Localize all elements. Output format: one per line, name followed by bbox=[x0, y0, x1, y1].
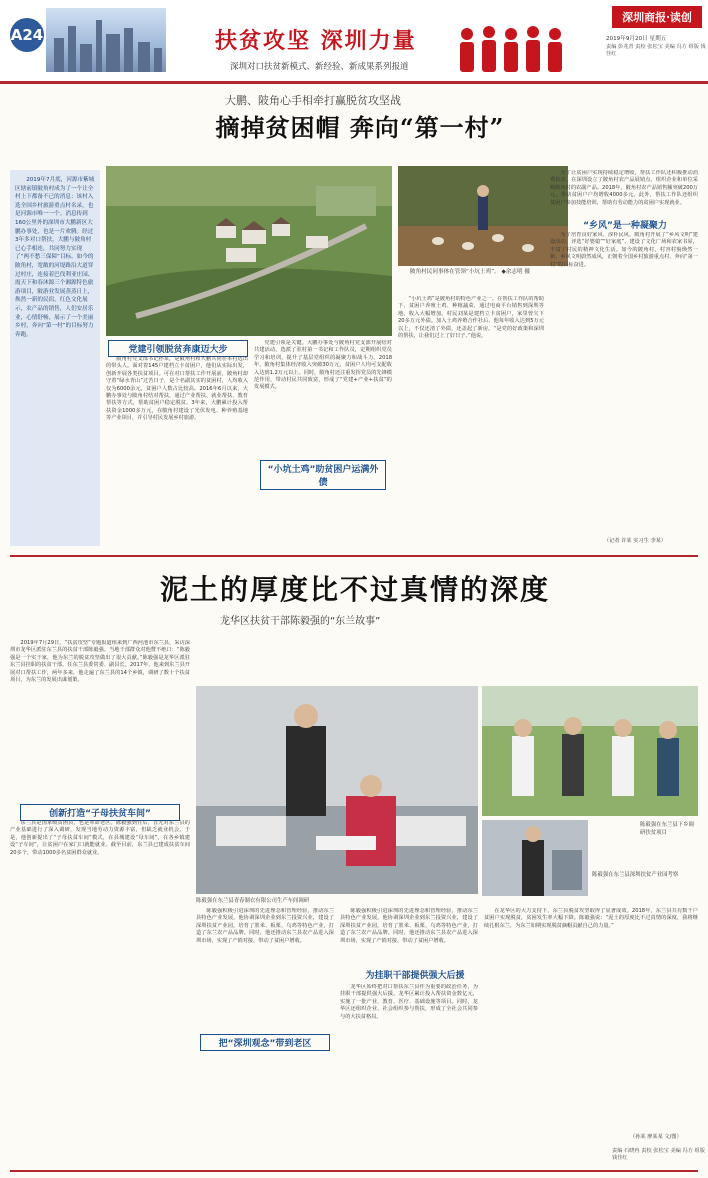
article2-column-2: 东兰县是国家级贫困县，也是革命老区。陈毅强到任后，首先对东兰县的产业基础进行了深入调研，发现当地劳动力资源丰富，但缺乏就业机会。于是，他创新提出了“子母扶贫车间”模式，在县城建设“母车间”，在各乡镇建设“子车间”，让贫困户在家门口就能就业。截至目前，东兰县已建成扶贫车间20多个，带动1000多名贫困群众就业。 bbox=[10, 820, 190, 856]
field-inspection-photo bbox=[482, 686, 698, 816]
article1-column-2: 党建引领是关键。大鹏办事处与陂角村党支部开展结对共建活动，选派了驻村第一书记和工作队员，定期组织党员学习和培训，提升了基层党组织的凝聚力和战斗力。2018年，陂角村集体经济收入突破30万元，贫困户人均可支配收入达到1.2万元以上。同时，陂角村还注重发挥党员的先锋模范作用，带动村民共同致富，形成了“党建+产业+扶贫”的发展模式。 bbox=[254, 340, 392, 391]
footer-editors-credit: 责编 石晓冉 责校 张松宝 美编 冯方 组版 钱佳红 bbox=[612, 1148, 705, 1161]
article1-byline: （记者 许某 实习生 李某） bbox=[604, 538, 667, 544]
article2-column-5: 在龙华区的大力支持下，东兰县脱贫攻坚取得了显著成效。2018年，东兰县共有数千户贫困户实现脱贫，贫困发生率大幅下降。陈毅强说：“泥土的厚度比不过真情的深度，我将继续扎根东兰，为东兰如期实现脱贫摘帽贡献自己的力量。” bbox=[484, 908, 698, 929]
banner-subtitle: 深圳对口扶贫新模式、新经验、新成果系列报道 bbox=[230, 62, 409, 72]
article2-title: 泥土的厚度比不过真情的深度 bbox=[159, 573, 550, 606]
article1-column-4: 为了让贫困户实现持续稳定增收，帮扶工作队还积极推动消费扶贫，在深圳设立了陂角村农产品展销点，组织企业和单位采购陂角村的农副产品。2018年，陂角村农产品销售额突破200万元，带动贫困户户均增收4000多元。此外，帮扶工作队还组织贫困户参加技能培训，帮助有劳动能力的贫困户实现就业。 bbox=[550, 170, 698, 206]
article2-column-3b: 陈毅强积极引进深圳的先进理念和管理经验，推动东兰县特色产业发展。他协调深圳企业到东兰投资兴业，建设了深圳扶贫产业园，培育了墨米、板栗、乌鸡等特色产业，打造了东兰农产品品牌。同时，他还推动东兰县农产品进入深圳市场，实现了产销对接，带动了贫困户增收。 bbox=[340, 908, 478, 944]
article2-column-3: 陈毅强积极引进深圳的先进理念和管理经验，推动东兰县特色产业发展。他协调深圳企业到东兰投资兴业，建设了深圳扶贫产业园，培育了墨米、板栗、乌鸡等特色产业，打造了东兰农产品品牌。同时，他还推动东兰县农产品进入深圳市场，实现了产销对接，带动了贫困户增收。 bbox=[196, 908, 334, 944]
article1-subhead-3: “乡风”是一种凝聚力 bbox=[583, 221, 667, 231]
city-skyline-image bbox=[46, 8, 166, 72]
article2-column-4: 龙华区始终把对口帮扶东兰县作为重要的政治任务，为挂职干部提供强大后援。龙华区累计投入帮扶资金数亿元，实施了一批产业、教育、医疗、基础设施等项目。同时，龙华区还组织企业、社会组织参与帮扶，形成了全社会共同参与的大扶贫格局。 bbox=[340, 984, 478, 1020]
article2-subhead-3: 为挂职干部提供强大后援 bbox=[365, 971, 465, 981]
date-line: 2019年9月20日 星期五 bbox=[606, 36, 667, 42]
banner-title: 扶贫攻坚 深圳力量 bbox=[215, 28, 417, 54]
sidebar-text: 2019年7月底，河源市紫城区辖前镇陂角村成为了一个让全村上下都备不已的消息：该村入选全国乡村旅游重点村名录，也是河源市唯一一个。消息传到160公里外的深圳市大鹏新区大鹏办事处，也是一片欢腾。经过3年多对口帮扶，大鹏与陂角村已心手相连，共同努力实现了“两不愁三保障”目标。如今的陂角村，宽敞的河堤路沿大道穿过村庄，连接着巴伐利亚庄园、霞天下和春沐源三个湘源特色旅游项目，陂游业发展蒸蒸日上，焕然一新的民宿，红色文化展示，农产品的销售，人们安居乐业，心情舒畅，展示了一个美丽乡村，奔向“第一村”的目标努力奔跑。 bbox=[15, 177, 95, 338]
article1-title: 摘掉贫困帽 奔向“第一村” bbox=[215, 113, 505, 142]
village-aerial-photo bbox=[106, 166, 392, 336]
article1-subhead-2: “小坑土鸡”助贫困户运满外债 bbox=[260, 460, 386, 490]
article1-lead-sidebar bbox=[10, 170, 100, 546]
article1-column-5: 为了培育良好家风、淳朴民风，陂角村开展了“乡风文明”建设活动，评选“好婆媳”“好家庭”，建设了文化广场和农家书屋，丰富了村民的精神文化生活。如今的陂角村，村容村貌焕然一新，乡风文明蔚然成风，正朝着全国乡村旅游重点村、奔向“第一村”的目标奋进。 bbox=[550, 232, 698, 268]
chicken-farming-photo bbox=[398, 166, 568, 266]
photo2-caption: 陂角村民同事体在管领“小坑土鸡”。 ◆余志明 摄 bbox=[410, 269, 530, 275]
article2-subhead-2: 把“深圳观念”带到老区 bbox=[200, 1034, 330, 1051]
industrial-park-photo bbox=[482, 820, 588, 896]
right-photo-caption: 陈毅强在东兰县下乡调研扶贫项目 bbox=[640, 822, 694, 836]
article2-subtitle: 龙华区扶贫干部陈毅强的“东兰故事” bbox=[220, 616, 381, 627]
article1-subhead-1: 党建引领脱贫奔康迈大步 bbox=[108, 340, 248, 357]
bottom-rule bbox=[10, 1170, 698, 1172]
article2-column-1: 2019年7月29日，“扶贫攻坚”专题报道组来到广西河池市东兰县，采访深圳市龙华区派驻东兰县的扶贫干部陈毅强。当地干部群众对他赞不绝口：“陈毅强是一个实干家，他为东兰的脱贫攻坚做出了很大贡献。”陈毅强是龙华区派驻东兰县挂职的扶贫干部，任东兰县委常委、副县长。2017年，他来到东兰县开展对口帮扶工作，两年多来，他走遍了东兰县的14个乡镇，调研了数十个扶贫项目，为东兰的发展出谋划策。 bbox=[10, 640, 190, 684]
main-photo-caption: 陈毅强在东兰县青春制衣有限公司生产车间调研 bbox=[196, 898, 310, 904]
section-divider bbox=[10, 555, 698, 557]
small-photo-caption: 陈毅强在东兰县深圳扶贫产业园考察 bbox=[592, 872, 679, 878]
article2-subhead-1: 创新打造“子母扶贫车间” bbox=[20, 804, 180, 821]
article1-kicker: 大鹏、陂角心手相牵打赢脱贫攻坚战 bbox=[225, 94, 401, 107]
article1-column-3: “小坑土鸡”是陂角村的特色产业之一。在帮扶工作队的帮助下，贫困户养殖土鸡、种植蔬菜，通过电商平台销售到深圳等地，收入大幅增加。村民刘某是建档立卡贫困户，家里曾欠下20多万元外债。加入土鸡养殖合作社后，他每年收入达到5万元以上，不仅还清了外债，还盖起了新房。“是党的好政策和深圳的帮扶，让我们过上了好日子。”他说。 bbox=[398, 296, 544, 340]
people-illustration bbox=[455, 20, 575, 74]
article2-byline: （孙某 廖某某 文/图） bbox=[630, 1134, 682, 1140]
article1-column-1: 陂角村党支部书记孙某，是陂角村和大鹏共同在本村选出的带头人。面对着145户建档立卡贫困户，他们从实际出发，创新开展各类扶贫项目。可在对口帮扶工作开展前，陂角村却守着“绿水青山”过苦日子，是个名副其实的贫困村，人均收入仅为6000余元，贫困户人数占比较高。2016年6月以来，大鹏办事处与陂角村结对帮扶，通过产业帮扶、就业帮扶、教育帮扶等方式，帮助贫困户稳定脱贫。3年来，大鹏累计投入帮扶资金1000多万元，在陂角村建设了光伏发电、种养殖基地等产业项目，并引导村民发展乡村旅游。 bbox=[106, 356, 248, 422]
editors-credit: 责编 彭兆青 责校 张松宝 美编 冯方 组版 钱佳红 bbox=[606, 44, 706, 57]
sewing-workshop-photo bbox=[196, 686, 478, 894]
paper-logo: 深圳商报·读创 bbox=[612, 6, 702, 28]
page-number-badge: A24 bbox=[10, 18, 44, 52]
